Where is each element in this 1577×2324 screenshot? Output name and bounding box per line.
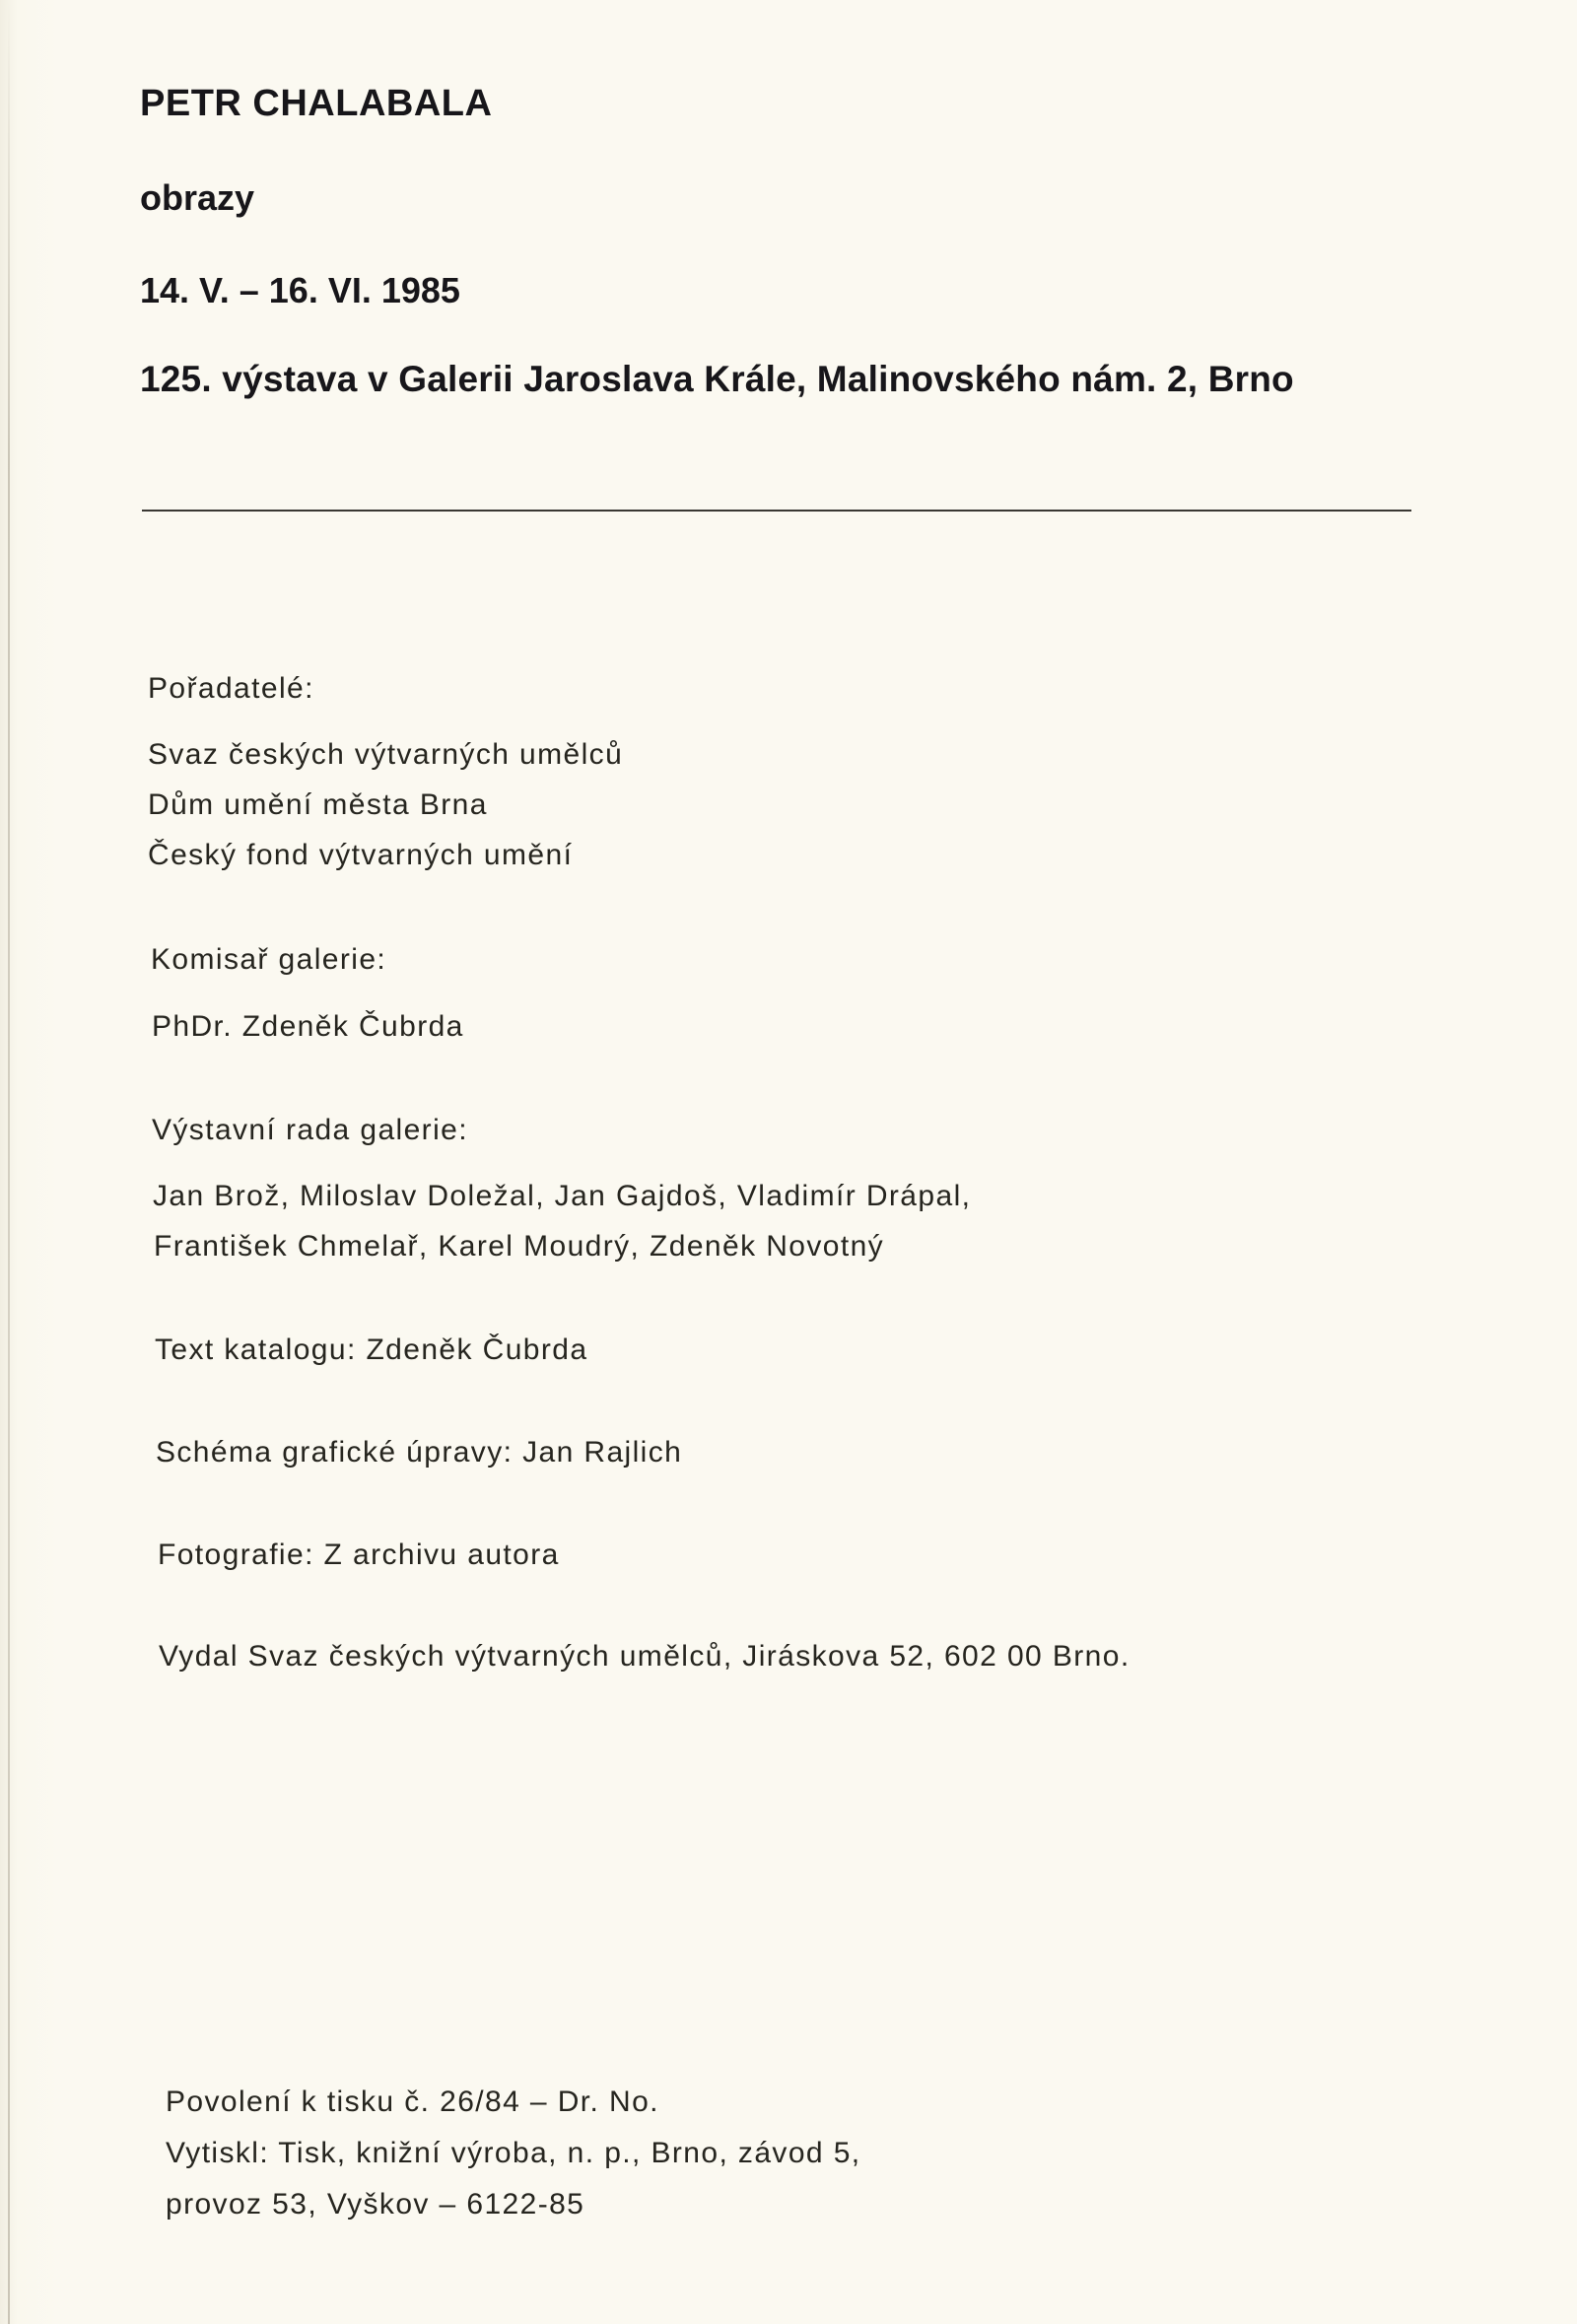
publisher-credit: Vydal Svaz českých výtvarných umělců, Jiráskova 52, 602 00 Brno. [159, 1640, 1131, 1673]
printer-line-2: provoz 53, Vyškov – 6122-85 [166, 2188, 585, 2221]
exhibition-venue: 125. výstava v Galerii Jaroslava Krále, Malinovského nám. 2, Brno [140, 359, 1294, 399]
council-members-line-2: František Chmelař, Karel Moudrý, Zdeněk Novotný [154, 1230, 885, 1263]
catalog-text-credit: Text katalogu: Zdeněk Čubrda [155, 1333, 588, 1366]
photo-credit: Fotografie: Z archivu autora [158, 1538, 560, 1571]
exhibition-dates: 14. V. – 16. VI. 1985 [140, 270, 460, 310]
printer-line-1: Vytiskl: Tisk, knižní výroba, n. p., Brno, závod 5, [166, 2137, 861, 2169]
organizers-label: Pořadatelé: [148, 672, 314, 705]
graphic-design-credit: Schéma grafické úpravy: Jan Rajlich [156, 1436, 683, 1469]
divider-rule [142, 510, 1411, 512]
print-permit: Povolení k tisku č. 26/84 – Dr. No. [166, 2085, 659, 2118]
organizer-item: Dům umění města Brna [148, 788, 488, 821]
commissioner-name: PhDr. Zdeněk Čubrda [152, 1010, 464, 1043]
artist-name: PETR CHALABALA [140, 83, 493, 124]
commissioner-label: Komisař galerie: [151, 943, 387, 976]
organizer-item: Svaz českých výtvarných umělců [148, 738, 624, 771]
binding-edge [8, 0, 10, 2324]
exhibition-subtitle: obrazy [140, 177, 255, 218]
organizer-item: Český fond výtvarných umění [148, 839, 574, 871]
council-label: Výstavní rada galerie: [152, 1114, 468, 1146]
council-members-line-1: Jan Brož, Miloslav Doležal, Jan Gajdoš, Vladimír Drápal, [153, 1180, 972, 1212]
